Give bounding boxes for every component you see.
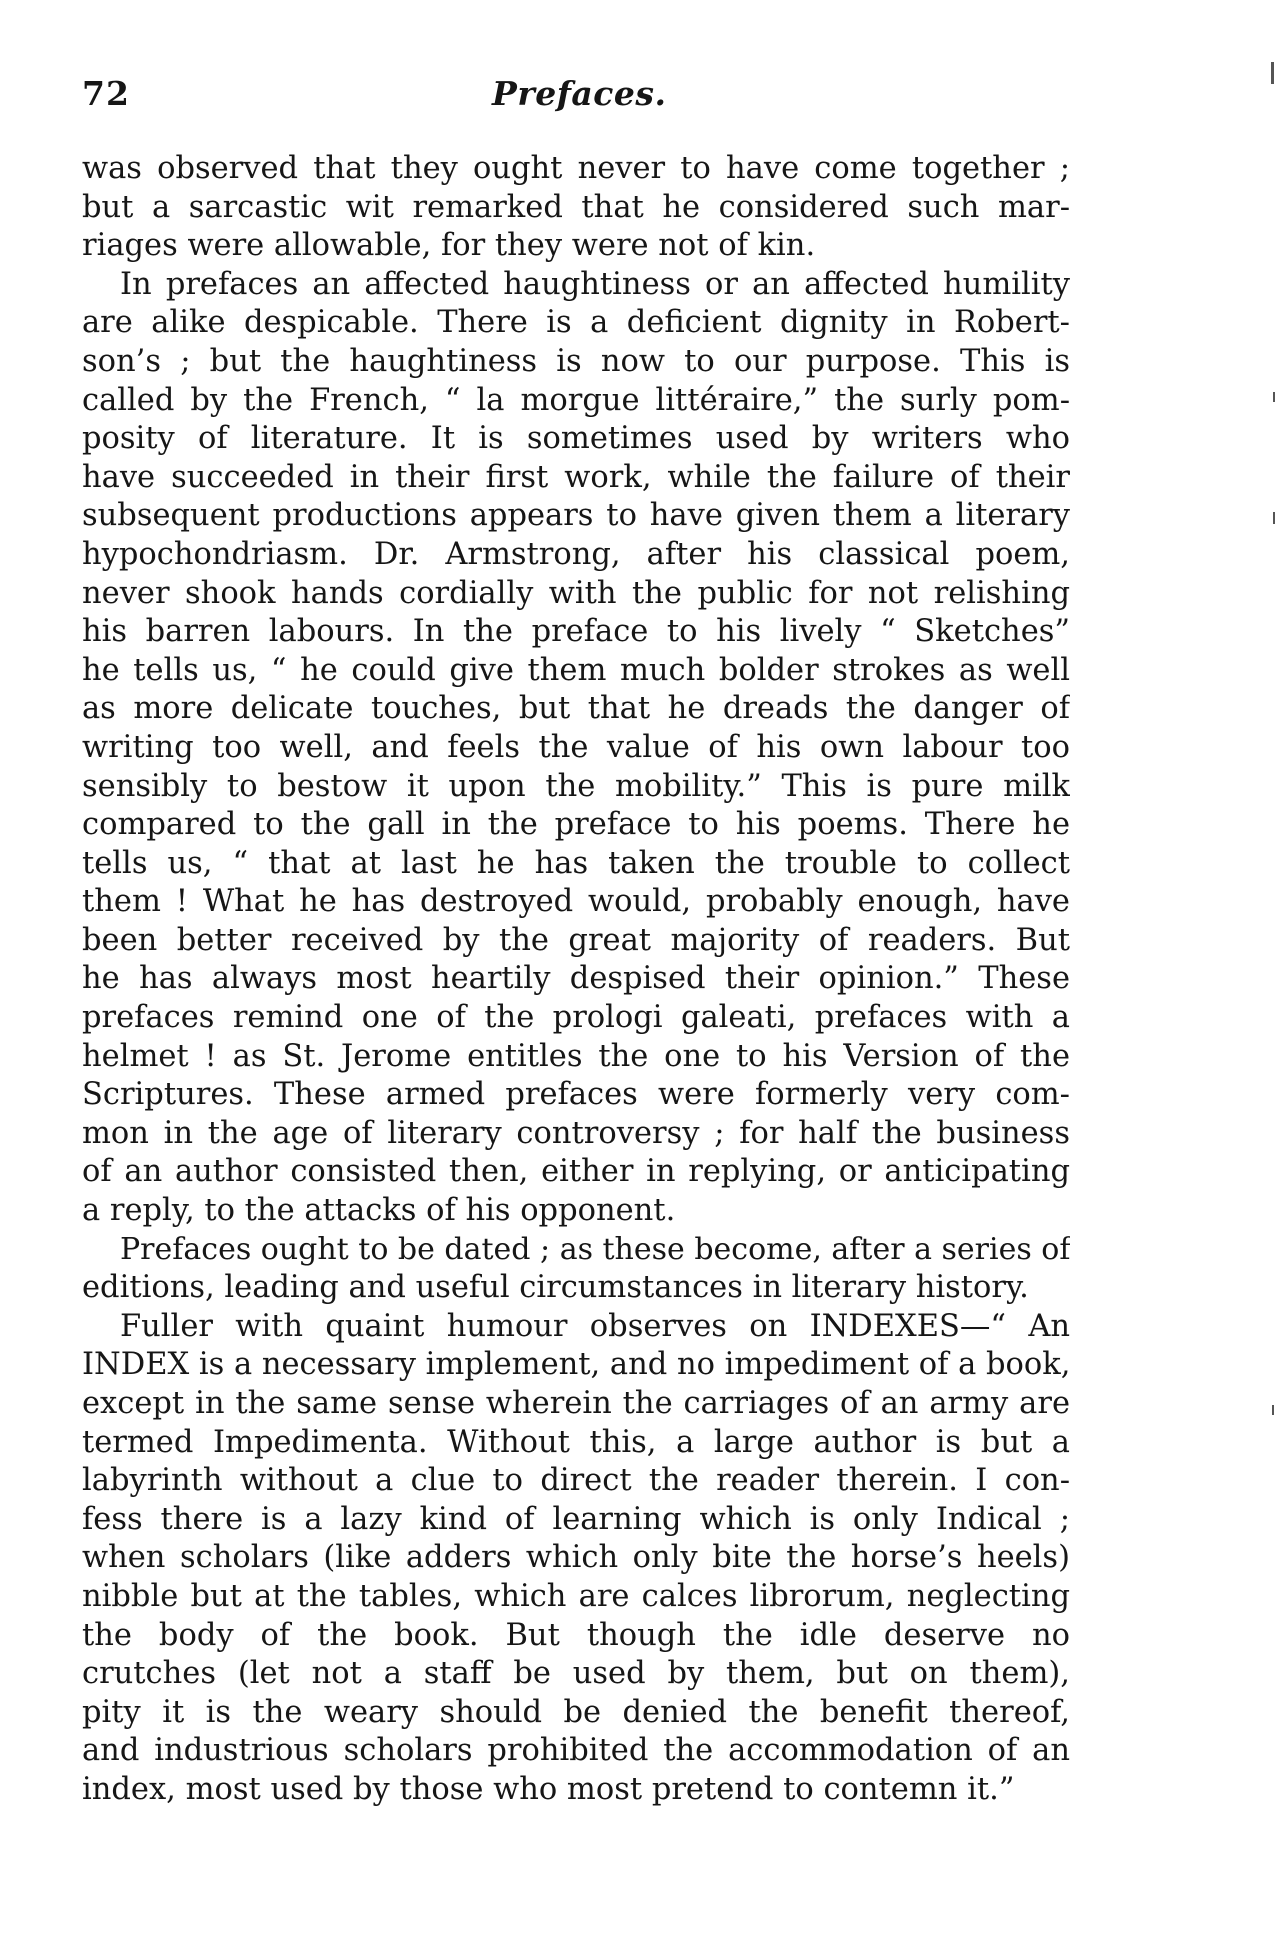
text-line: never shook hands cordially with the public for not relishing xyxy=(82,575,1070,611)
text-line: nibble but at the tables, which are calces librorum, neglecting xyxy=(82,1578,1070,1614)
text-line: riages were allowable, for they were not of kin. xyxy=(82,228,816,264)
margin-speck xyxy=(1272,1405,1274,1415)
text-line: the body of the book. But though the idle deserve no xyxy=(82,1617,1070,1653)
text-line: prefaces remind one of the prologi galeati, prefaces with a xyxy=(82,1000,1070,1036)
text-line: he tells us, “ he could give them much bolder strokes as well xyxy=(82,652,1070,688)
running-head: Prefaces. xyxy=(492,74,667,113)
text-line: compared to the gall in the preface to his poems. There he xyxy=(82,807,1070,843)
text-line: a reply, to the attacks of his opponent. xyxy=(82,1193,676,1229)
text-line: tells us, “ that at last he has taken the trouble to collect xyxy=(82,845,1070,881)
text-line: when scholars (like adders which only bite the horse’s heels) xyxy=(82,1540,1070,1576)
text-line: have succeeded in their first work, while the failure of their xyxy=(82,459,1070,495)
margin-speck xyxy=(1271,62,1274,84)
text-line: as more delicate touches, but that he dreads the danger of xyxy=(82,691,1070,727)
text-line: sensibly to bestow it upon the mobility.” This is pure milk xyxy=(82,768,1070,804)
paragraph-start-line: Prefaces ought to be dated ; as these become, after a series of xyxy=(120,1231,1070,1267)
text-line: termed Impedimenta. Without this, a large author is but a xyxy=(82,1424,1070,1460)
text-line: except in the same sense wherein the carriages of an army are xyxy=(82,1386,1070,1421)
text-line: posity of literature. It is sometimes used by writers who xyxy=(82,421,1070,457)
text-line: writing too well, and feels the value of his own labour too xyxy=(82,729,1070,765)
text-line: been better received by the great majority of readers. But xyxy=(82,922,1070,958)
text-line: labyrinth without a clue to direct the reader therein. I con- xyxy=(82,1463,1070,1499)
text-line: and industrious scholars prohibited the accommodation of an xyxy=(82,1733,1070,1769)
text-line: of an author consisted then, either in replying, or anticipating xyxy=(82,1154,1070,1190)
page-header xyxy=(82,74,1070,124)
text-line: index, most used by those who most pretend to contemn it.” xyxy=(82,1771,1015,1807)
text-line: INDEX is a necessary implement, and no impediment of a book, xyxy=(82,1347,1070,1383)
text-line: mon in the age of literary controversy ; for half the business xyxy=(82,1115,1070,1151)
text-line: his barren labours. In the preface to his lively “ Sketches” xyxy=(82,614,1070,650)
text-line: called by the French, “ la morgue littéraire,” the surly pom- xyxy=(82,382,1070,418)
margin-speck xyxy=(1273,512,1275,524)
text-line: Scriptures. These armed prefaces were formerly very com- xyxy=(82,1077,1070,1113)
paragraph-start-line: Fuller with quaint humour observes on INDEXES—“ An xyxy=(120,1308,1070,1344)
text-line: editions, leading and useful circumstances in literary history. xyxy=(82,1270,1029,1306)
text-line: fess there is a lazy kind of learning which is only Indical ; xyxy=(82,1501,1070,1537)
text-line: them ! What he has destroyed would, probably enough, have xyxy=(82,884,1070,920)
text-line: subsequent productions appears to have given them a literary xyxy=(82,498,1070,534)
paragraph-start-line: In prefaces an affected haughtiness or an affected humility xyxy=(120,266,1070,302)
text-line: are alike despicable. There is a deficient dignity in Robert- xyxy=(82,305,1070,341)
text-line: son’s ; but the haughtiness is now to our purpose. This is xyxy=(82,343,1070,379)
text-line: was observed that they ought never to have come together ; xyxy=(82,151,1070,186)
text-line: he has always most heartily despised their opinion.” These xyxy=(82,961,1070,997)
text-line: pity it is the weary should be denied the benefit thereof, xyxy=(82,1694,1070,1730)
body-text xyxy=(82,150,1070,1810)
text-line: helmet ! as St. Jerome entitles the one to his Version of the xyxy=(82,1038,1070,1074)
margin-speck xyxy=(1273,392,1275,402)
text-line: hypochondriasm. Dr. Armstrong, after his classical poem, xyxy=(82,536,1070,572)
page-number: 72 xyxy=(82,74,130,113)
text-line: but a sarcastic wit remarked that he considered such mar- xyxy=(82,189,1070,225)
text-line: crutches (let not a staff be used by them, but on them), xyxy=(82,1656,1070,1692)
